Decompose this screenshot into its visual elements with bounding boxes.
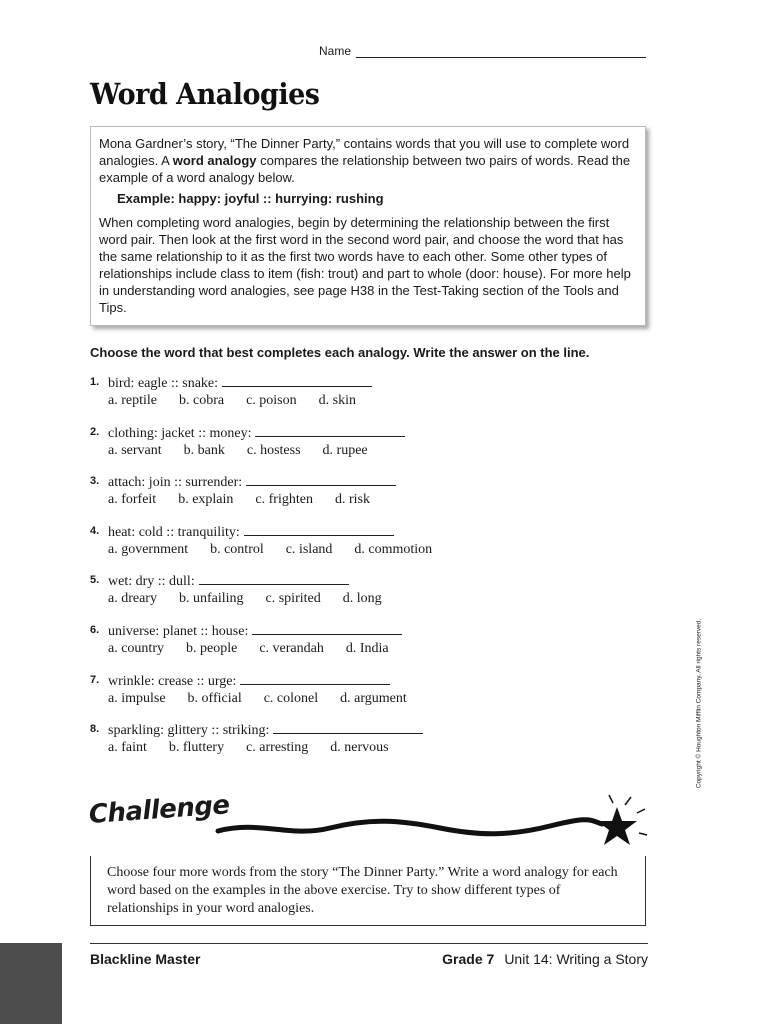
question-item	[90, 523, 650, 573]
answer-options	[108, 691, 429, 707]
answer-option: d. skin	[318, 393, 356, 408]
answer-line[interactable]	[246, 473, 396, 486]
answer-line[interactable]	[222, 374, 372, 387]
challenge-decoration	[87, 790, 650, 860]
challenge-box: Choose four more words from the story “The Dinner Party.” Write a word analogy for each word based on the examples in the above exercise. Try to show different types of relationships in your word analogies.	[90, 856, 646, 926]
question-item	[90, 473, 650, 523]
footer-info	[442, 951, 648, 967]
answer-option: b. official	[187, 690, 242, 706]
question-stem: sparkling: glittery :: striking:	[108, 723, 270, 739]
answer-line[interactable]	[273, 721, 423, 734]
answer-option: c. frighten	[255, 492, 313, 508]
footer-unit: Unit 14: Writing a Story	[504, 951, 648, 967]
answer-option: c. spirited	[265, 591, 321, 607]
name-field-row	[319, 44, 646, 58]
answer-option: b. explain	[178, 492, 234, 508]
answer-option: d. risk	[334, 492, 370, 508]
answer-line[interactable]	[252, 622, 402, 635]
question-number: 4.	[90, 524, 100, 537]
question-item	[90, 374, 650, 424]
answer-options	[108, 740, 411, 756]
question-number: 5.	[90, 574, 100, 587]
intro-term: word analogy	[172, 153, 257, 168]
example-analogy: Example: happy: joyful :: hurrying: rushing	[117, 191, 384, 206]
question-stem: clothing: jacket :: money:	[108, 425, 252, 441]
question-item	[90, 424, 650, 474]
answer-option: b. people	[185, 640, 238, 656]
question-number: 8.	[90, 723, 100, 736]
question-number: 2.	[90, 425, 100, 438]
question-number: 3.	[90, 475, 100, 488]
answer-option: b. fluttery	[168, 740, 225, 756]
question-stem-row	[108, 523, 394, 541]
question-stem: wet: dry :: dull:	[108, 574, 195, 590]
question-stem-row	[108, 572, 349, 590]
answer-option: a. faint	[108, 740, 147, 756]
question-item	[90, 672, 650, 722]
question-stem-row	[108, 622, 402, 640]
question-stem: attach: join :: surrender:	[108, 475, 243, 491]
question-item	[90, 721, 650, 771]
intro-paragraph-1	[99, 135, 637, 186]
challenge-header	[87, 790, 650, 860]
question-item	[90, 572, 650, 622]
intro-box	[90, 126, 646, 326]
answer-option: a. servant	[108, 442, 162, 458]
answer-option: a. impulse	[108, 690, 166, 706]
footer-grade: Grade 7	[442, 951, 495, 967]
footer-divider	[90, 943, 648, 944]
answer-option: b. bank	[183, 442, 225, 458]
answer-line[interactable]	[244, 523, 394, 536]
answer-option: a. reptile	[108, 393, 157, 408]
question-number: 1.	[90, 376, 100, 388]
answer-options	[108, 492, 392, 508]
squiggle-line	[218, 820, 602, 834]
challenge-heading: Challenge	[87, 790, 231, 830]
answer-options	[108, 641, 411, 657]
answer-option: d. commotion	[354, 541, 433, 557]
answer-option: d. rupee	[322, 442, 368, 458]
answer-option: a. government	[108, 541, 189, 557]
answer-option: c. poison	[246, 393, 297, 408]
question-stem: universe: planet :: house:	[108, 623, 249, 639]
answer-options	[108, 542, 454, 558]
answer-option: c. island	[285, 541, 333, 557]
footer-side-bar	[0, 943, 62, 1024]
name-line[interactable]	[356, 45, 646, 58]
page-title: Word Analogies	[90, 78, 320, 112]
name-label: Name	[319, 44, 352, 58]
answer-options	[108, 591, 404, 607]
answer-option: b. cobra	[178, 393, 225, 408]
question-stem: wrinkle: crease :: urge:	[108, 673, 237, 689]
answer-options	[108, 443, 390, 459]
answer-option: a. dreary	[108, 591, 157, 607]
intro-text-b: compares the relationship between two pairs of words. Read the example of a word analogy below.	[99, 153, 631, 185]
instructions: Choose the word that best completes each analogy. Write the answer on the line.	[90, 345, 590, 360]
question-item	[90, 622, 650, 672]
footer-label: Blackline Master	[90, 951, 201, 967]
answer-options	[108, 393, 378, 409]
answer-option: c. verandah	[259, 640, 324, 656]
answer-option: c. colonel	[263, 690, 319, 706]
copyright-notice: Copyright © Houghton Mifflin Company. All rights reserved.	[695, 618, 703, 789]
star-icon	[597, 795, 647, 845]
answer-line[interactable]	[199, 572, 349, 585]
intro-text-a: Mona Gardner’s story, “The Dinner Party,” contains words that you will use to complete word analogies. A	[99, 136, 630, 168]
question-stem-row	[108, 374, 372, 392]
intro-paragraph-2: When completing word analogies, begin by determining the relationship between the first word pair. Then look at the first word in the second word pair, and choose the word that has the same relationship to it as the first two words have to each other. Some other types of relationships include class to item (fish: trout) and part to whole (door: house). For more help in understanding word analogies, see page H38 in the Test-Taking section of the Tools and Tips.	[99, 215, 631, 315]
answer-option: d. India	[345, 640, 389, 656]
answer-option: a. country	[108, 640, 164, 656]
question-stem: bird: eagle :: snake:	[108, 376, 219, 391]
question-stem: heat: cold :: tranquility:	[108, 524, 240, 540]
answer-line[interactable]	[255, 424, 405, 437]
answer-option: d. long	[342, 591, 382, 607]
question-list	[90, 374, 650, 771]
question-number: 7.	[90, 673, 100, 686]
question-stem-row	[108, 721, 423, 739]
answer-option: c. arresting	[246, 740, 309, 756]
question-stem-row	[108, 473, 396, 491]
answer-option: c. hostess	[246, 442, 301, 458]
question-stem-row	[108, 424, 405, 442]
answer-option: b. control	[210, 541, 264, 557]
answer-line[interactable]	[240, 672, 390, 685]
answer-option: a. forfeit	[108, 492, 157, 508]
question-stem-row	[108, 672, 390, 690]
answer-option: b. unfailing	[178, 591, 244, 607]
answer-option: d. argument	[340, 690, 407, 706]
answer-option: d. nervous	[330, 740, 389, 756]
question-number: 6.	[90, 623, 100, 636]
